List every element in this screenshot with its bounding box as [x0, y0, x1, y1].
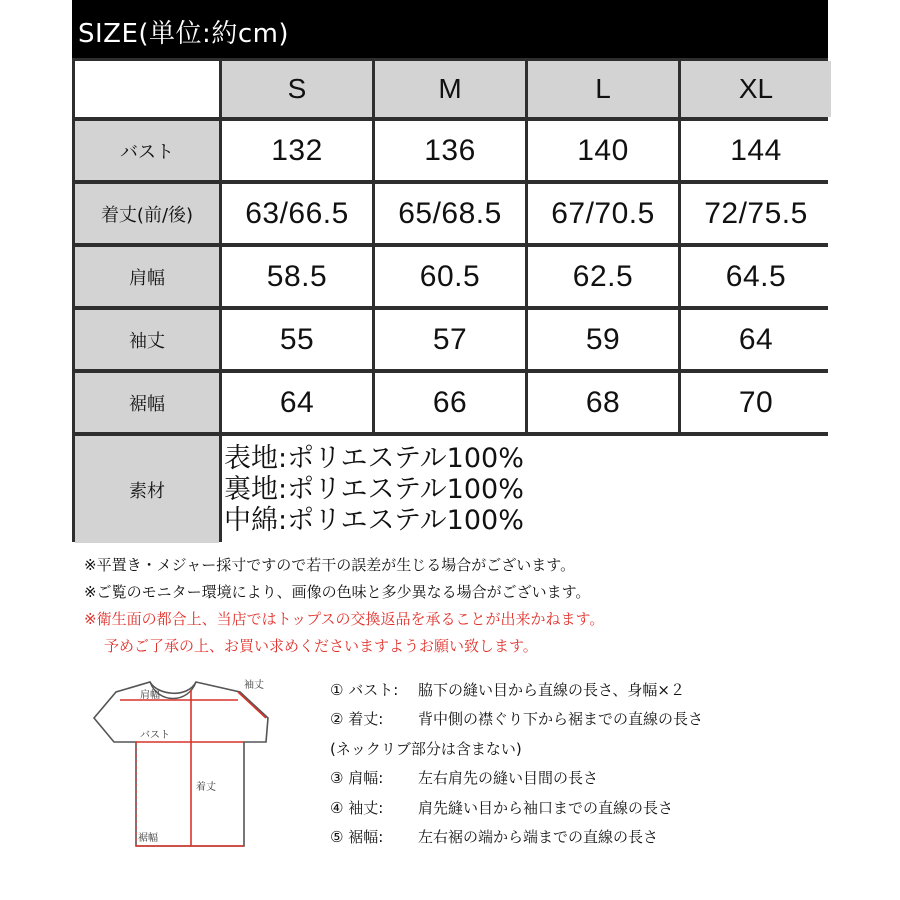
diagram-label-sleeve: 袖丈 [244, 680, 264, 691]
material-padding: 中綿:ポリエステル100% [224, 505, 524, 536]
diagram-label-length: 着丈 [196, 782, 216, 793]
corner-cell [75, 61, 219, 117]
length-m: 65/68.5 [375, 184, 525, 243]
size-title: SIZE(単位:約cm) [78, 19, 290, 49]
row-label-bust: バスト [75, 121, 219, 180]
definition-item: ④ 袖丈: 肩先縫い目から袖口までの直線の長さ [330, 798, 674, 817]
sleeve-m: 57 [375, 310, 525, 369]
diagram-label-hem: 裾幅 [138, 833, 158, 844]
bust-s: 132 [222, 121, 372, 180]
definition-item: ③ 肩幅: 左右肩先の縫い目間の長さ [330, 769, 599, 788]
row-label-shoulder: 肩幅 [75, 247, 219, 306]
tshirt-diagram [88, 668, 298, 858]
hem-l: 68 [528, 373, 678, 432]
diagram-label-bust: バスト [140, 730, 170, 741]
size-header [72, 0, 828, 58]
definition-item: ⑤ 裾幅: 左右裾の端から端までの直線の長さ [330, 828, 659, 847]
row-label-hem: 裾幅 [75, 373, 219, 432]
definition-item: ① バスト: 脇下の縫い目から直線の長さ、身幅×２ [330, 681, 685, 699]
bust-xl: 144 [681, 121, 831, 180]
row-label-length: 着丈(前/後) [75, 184, 219, 243]
row-label-sleeve: 袖丈 [75, 310, 219, 369]
size-table [72, 58, 828, 542]
definition-item: (ネックリブ部分は含まない) [330, 739, 522, 758]
definition-item: ② 着丈: 背中側の襟ぐり下から裾までの直線の長さ [330, 710, 704, 729]
hem-m: 66 [375, 373, 525, 432]
bust-m: 136 [375, 121, 525, 180]
sleeve-xl: 64 [681, 310, 831, 369]
tshirt-outline [94, 682, 268, 846]
hem-xl: 70 [681, 373, 831, 432]
size-col-s: S [222, 61, 372, 117]
material-outer: 表地:ポリエステル100% [224, 443, 524, 474]
shoulder-xl: 64.5 [681, 247, 831, 306]
note-monitor: ※ご覧のモニター環境により、画像の色味と多少異なる場合がございます。 [84, 583, 591, 601]
material-lining: 裏地:ポリエステル100% [224, 474, 524, 505]
measurement-definitions [330, 676, 703, 852]
note-acknowledge: 予めご了承の上、お買い求めくださいますようお願い致します。 [104, 637, 538, 655]
size-col-l: L [528, 61, 678, 117]
length-l: 67/70.5 [528, 184, 678, 243]
note-measurement: ※平置き・メジャー採寸ですので若干の誤差が生じる場合がございます。 [84, 556, 576, 574]
length-xl: 72/75.5 [681, 184, 831, 243]
shoulder-s: 58.5 [222, 247, 372, 306]
size-col-xl: XL [681, 61, 831, 117]
bust-l: 140 [528, 121, 678, 180]
shoulder-l: 62.5 [528, 247, 678, 306]
length-s: 63/66.5 [222, 184, 372, 243]
sleeve-l: 59 [528, 310, 678, 369]
row-label-material: 素材 [75, 436, 219, 543]
sleeve-s: 55 [222, 310, 372, 369]
notes [84, 552, 844, 660]
material-cell [222, 436, 831, 543]
diagram-label-shoulder: 肩幅 [140, 690, 160, 701]
shoulder-m: 60.5 [375, 247, 525, 306]
size-col-m: M [375, 61, 525, 117]
note-no-return: ※衛生面の都合上、当店ではトップスの交換返品を承ることが出来かねます。 [84, 610, 605, 628]
hem-s: 64 [222, 373, 372, 432]
